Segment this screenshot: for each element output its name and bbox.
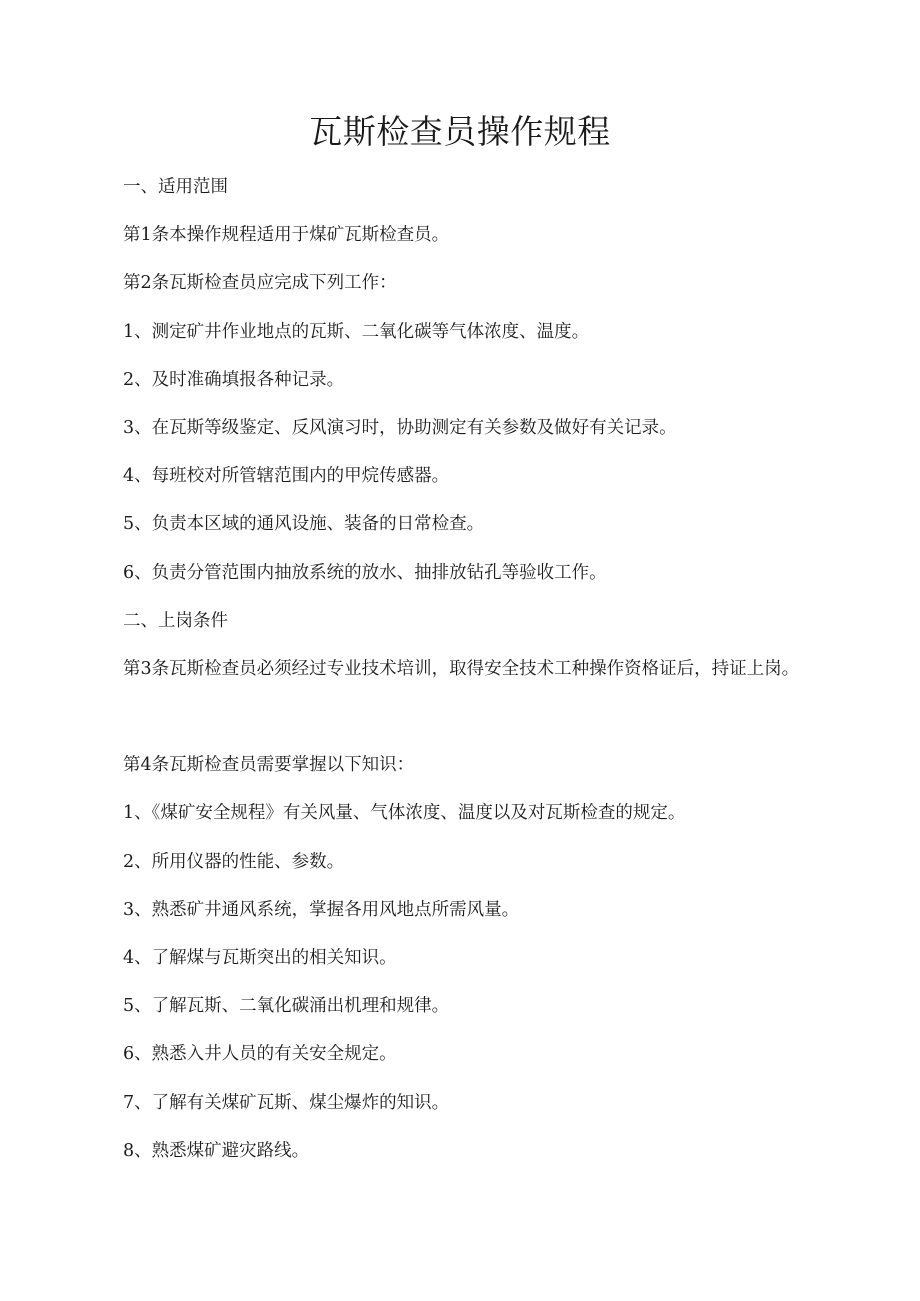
list-item: 6、负责分管范围内抽放系统的放水、抽排放钻孔等验收工作。 (123, 563, 607, 583)
article-paragraph: 第2条瓦斯检查员应完成下列工作： (123, 273, 397, 293)
list-item: 7、了解有关煤矿瓦斯、煤尘爆炸的知识。 (123, 1093, 450, 1113)
list-item: 1、《煤矿安全规程》有关风量、气体浓度、温度以及对瓦斯检查的规定。 (123, 803, 686, 823)
list-item: 3、熟悉矿井通风系统，掌握各用风地点所需风量。 (123, 900, 520, 920)
list-item: 3、在瓦斯等级鉴定、反风演习时，协助测定有关参数及做好有关记录。 (123, 418, 677, 438)
list-item: 2、所用仪器的性能、参数。 (123, 852, 345, 872)
article-paragraph: 第3条瓦斯检查员必须经过专业技术培训，取得安全技术工种操作资格证后，持证上岗。 (123, 659, 800, 679)
list-item: 6、熟悉入井人员的有关安全规定。 (123, 1044, 397, 1064)
list-item: 5、了解瓦斯、二氧化碳涌出机理和规律。 (123, 996, 450, 1016)
list-item: 2、及时准确填报各种记录。 (123, 370, 345, 390)
list-item: 8、熟悉煤矿避灾路线。 (123, 1141, 310, 1161)
document-title: 瓦斯检查员操作规程 (309, 112, 611, 151)
list-item: 4、了解煤与瓦斯突出的相关知识。 (123, 948, 397, 968)
list-item: 1、测定矿井作业地点的瓦斯、二氧化碳等气体浓度、温度。 (123, 322, 590, 342)
article-paragraph: 第1条本操作规程适用于煤矿瓦斯检查员。 (123, 225, 450, 245)
list-item: 5、负责本区域的通风设施、装备的日常检查。 (123, 514, 485, 534)
list-item: 4、每班校对所管辖范围内的甲烷传感器。 (123, 466, 450, 486)
section-heading: 二、上岗条件 (123, 611, 228, 631)
section-heading: 一、适用范围 (123, 177, 228, 197)
article-paragraph: 第4条瓦斯检查员需要掌握以下知识： (123, 755, 415, 775)
